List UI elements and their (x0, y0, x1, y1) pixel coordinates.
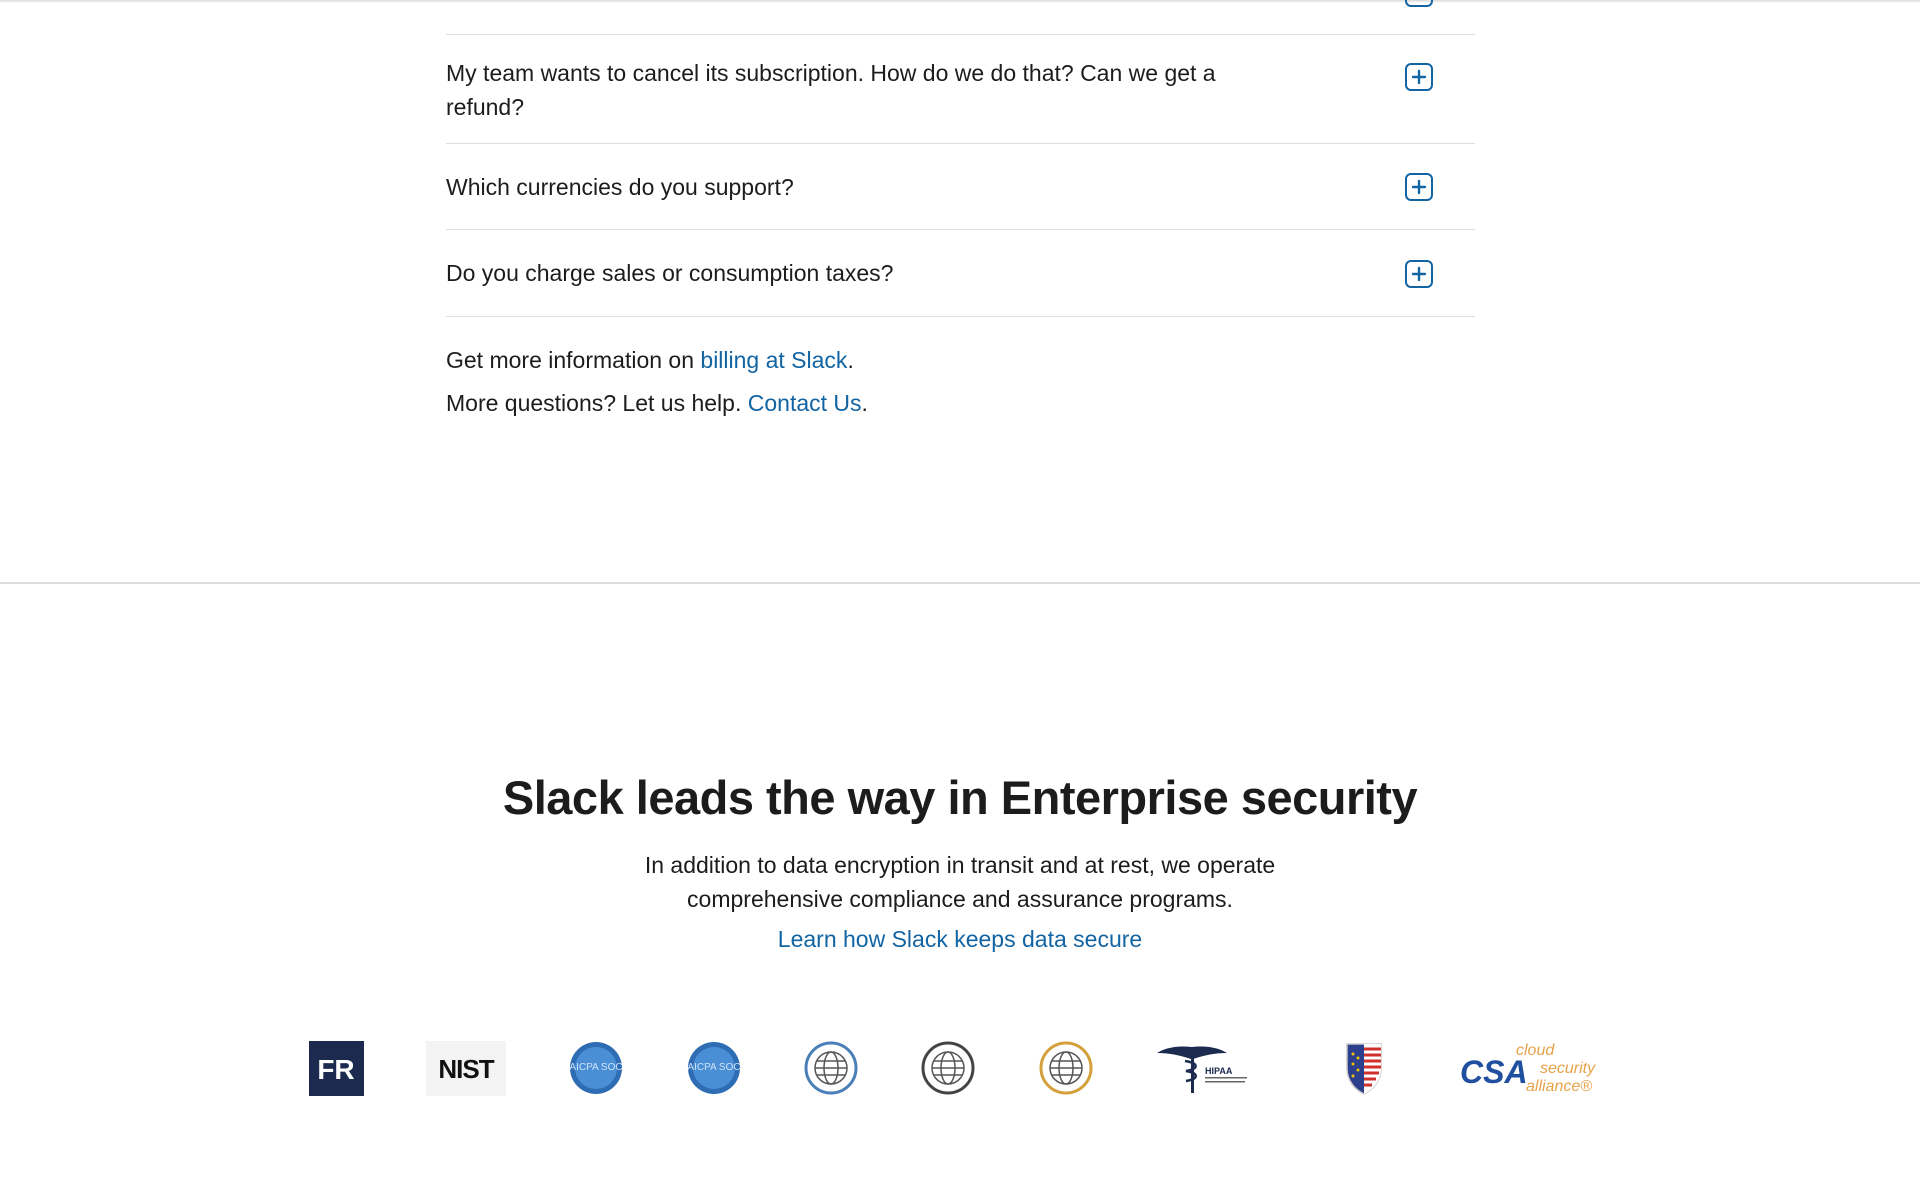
expand-plus-icon[interactable] (1405, 173, 1433, 201)
csa-tagline-1: cloud (1516, 1042, 1555, 1059)
aicpa-soc-logo-2 (687, 1041, 741, 1095)
faq-item[interactable] (446, 0, 1475, 35)
billing-info (446, 343, 868, 429)
contact-us-link[interactable]: Contact Us (747, 390, 862, 416)
faq-list (446, 0, 1475, 317)
faq-item[interactable] (446, 35, 1475, 144)
compliance-logos (0, 1035, 1920, 1105)
expand-plus-icon[interactable] (1405, 260, 1433, 288)
security-subtitle: In addition to data encryption in transit and at rest, we operate comprehensive compliance and assurance programs. (644, 852, 1276, 912)
hipaa-logo (1155, 1039, 1265, 1097)
faq-item[interactable] (446, 144, 1475, 230)
iso-globe-logo-3 (1039, 1041, 1093, 1095)
faq-question: Do you charge sales or consumption taxes? (446, 260, 894, 286)
aicpa-soc-logo-1 (569, 1041, 623, 1095)
csa-logo-text: CSA (1460, 1054, 1528, 1090)
billing-info-line: Get more information on billing at Slack. (446, 347, 854, 373)
expand-plus-icon[interactable] (1405, 63, 1433, 91)
faq-item[interactable] (446, 230, 1475, 317)
billing-link[interactable]: billing at Slack (700, 347, 848, 373)
fedramp-logo-text: FR (317, 1054, 355, 1085)
aicpa-soc-text: AICPA SOC (687, 1062, 741, 1073)
iso-globe-logo-2 (921, 1041, 975, 1095)
hipaa-logo-text: HIPAA (1205, 1066, 1233, 1076)
faq-question: Which currencies do you support? (446, 174, 794, 200)
contact-info-line: More questions? Let us help. Contact Us. (446, 390, 868, 416)
expand-plus-icon[interactable] (1405, 0, 1433, 7)
aicpa-soc-text: AICPA SOC (569, 1062, 623, 1073)
faq-question: My team wants to cancel its subscription. How do we do that? Can we get a refund? (446, 60, 1216, 120)
security-headline: Slack leads the way in Enterprise security (502, 771, 1418, 824)
nist-logo (426, 1041, 506, 1096)
iso-globe-logo-1 (804, 1041, 858, 1095)
privacy-shield-logo (1344, 1040, 1384, 1096)
section-divider (0, 582, 1920, 584)
csa-tagline-2: security (1540, 1060, 1596, 1077)
fedramp-logo (309, 1041, 364, 1096)
csa-logo (1458, 1039, 1614, 1099)
learn-security-link[interactable]: Learn how Slack keeps data secure (777, 926, 1143, 952)
csa-tagline-3: alliance® (1526, 1078, 1593, 1095)
nist-logo-text: NIST (438, 1054, 494, 1084)
